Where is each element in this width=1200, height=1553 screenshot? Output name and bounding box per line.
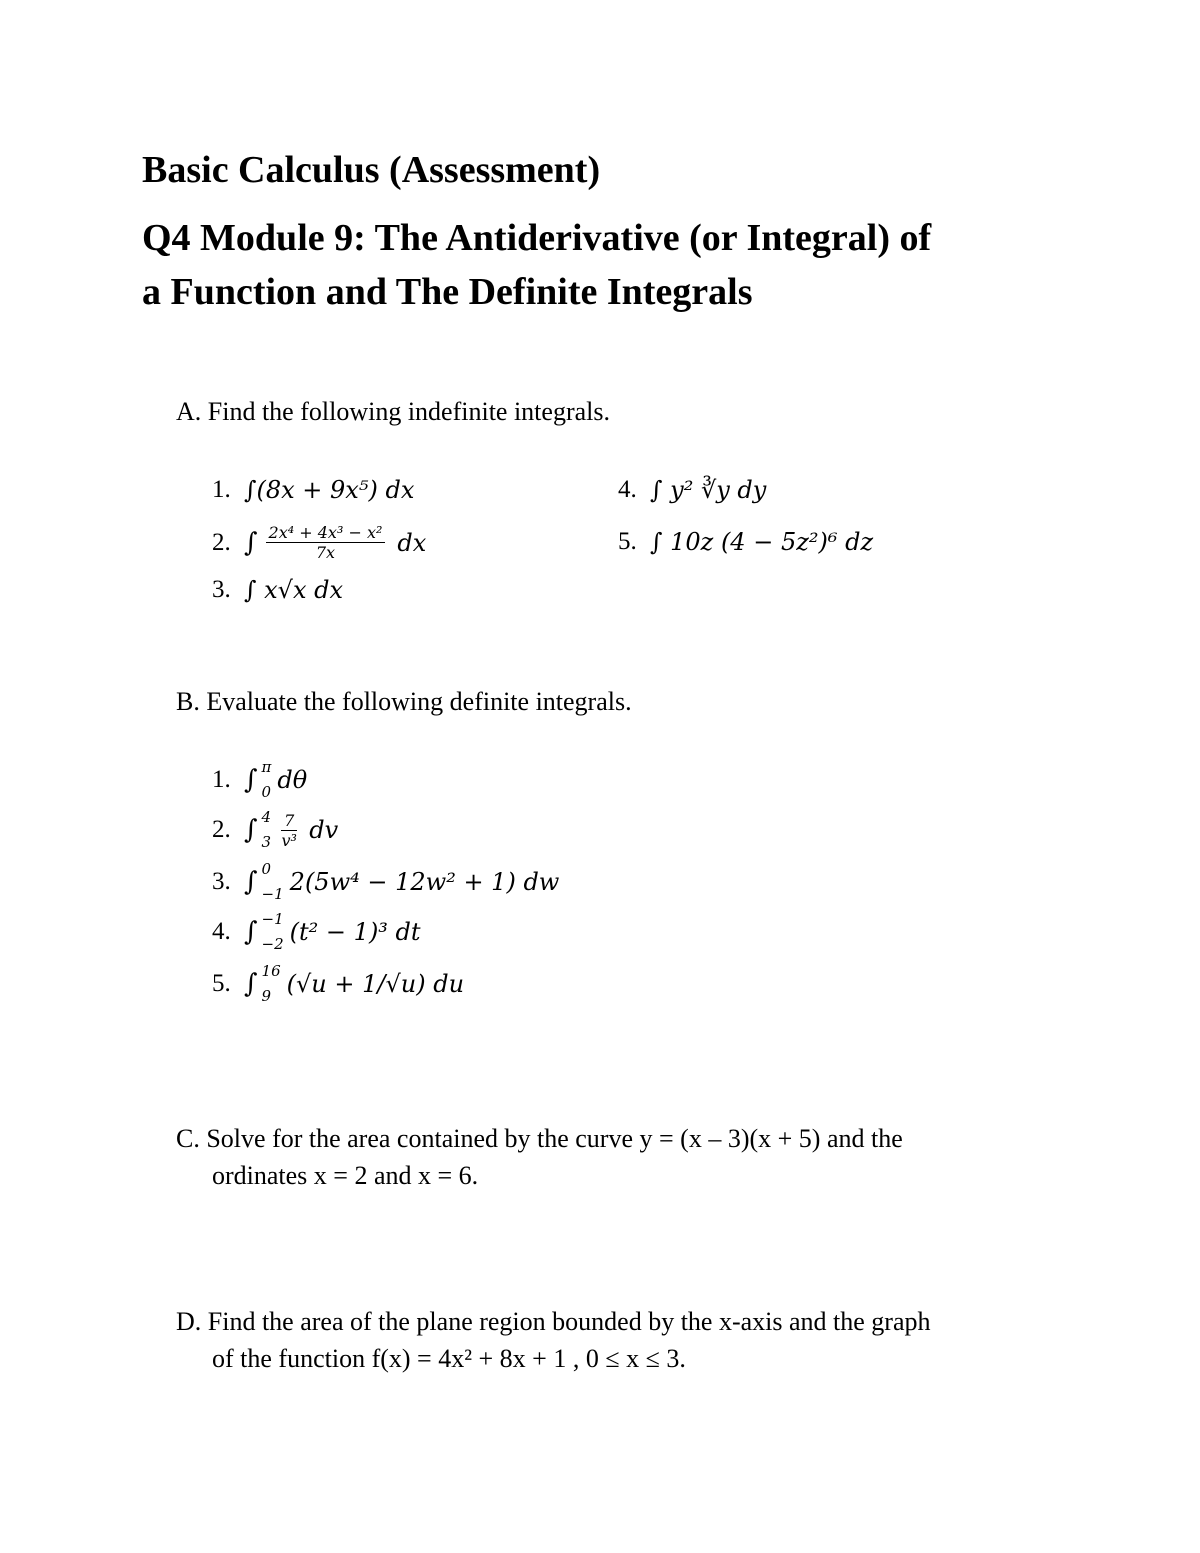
fraction (281, 812, 297, 849)
definite-integral (244, 912, 421, 952)
definite-integral (244, 862, 559, 902)
section-c-line-1: C. Solve for the area contained by the curve y = (x – 3)(x + 5) and the (176, 1124, 903, 1153)
item-number: 1. (212, 476, 231, 503)
fraction-numerator: 7 (281, 812, 297, 831)
section-c-problem (176, 1120, 1076, 1194)
item-number: 4. (212, 918, 231, 945)
section-d-line-2: of the function f(x) = 4x² + 8x + 1 , 0 ≤ x ≤ 3. (212, 1344, 686, 1373)
upper-limit: 0 (261, 860, 272, 878)
module-title-line-1: Q4 Module 9: The Antiderivative (or Integral) of (142, 217, 932, 259)
section-b-item-5 (212, 964, 464, 1004)
integrand: (√u + 1/√u) du (286, 970, 465, 998)
section-a-item-1 (212, 474, 414, 506)
integrand: 2(5w⁴ − 12w² + 1) dw (289, 868, 560, 896)
lower-limit: −1 (261, 885, 284, 903)
differential: dx (397, 528, 427, 557)
lower-limit: 9 (261, 987, 272, 1005)
integral-limits (262, 862, 284, 902)
section-b-item-3 (212, 862, 559, 902)
integrand: dθ (277, 766, 308, 794)
lower-limit: 3 (261, 833, 272, 851)
integral-expression: ∫(8x + 9x⁵) dx (244, 476, 415, 504)
differential: dv (309, 816, 339, 844)
section-d-problem (176, 1303, 1076, 1377)
integral-sign: ∫ (244, 867, 258, 897)
section-b-item-1 (212, 760, 307, 800)
fraction-numerator: 2x⁴ + 4x³ − x² (266, 524, 386, 543)
fraction-denominator: v³ (281, 830, 297, 850)
definite-integral (244, 760, 307, 800)
integral-expression: ∫ y² ∛y dy (650, 476, 767, 504)
module-title-line-2: a Function and The Definite Integrals (142, 271, 753, 313)
item-number: 5. (618, 528, 637, 555)
lower-limit: −2 (261, 935, 284, 953)
document-title: Basic Calculus (Assessment) (142, 149, 601, 191)
section-b-item-2 (212, 810, 338, 850)
integral-expression: ∫ x√x dx (244, 576, 344, 604)
item-number: 2. (212, 528, 231, 556)
section-a-heading: A. Find the following indefinite integrals. (176, 397, 610, 426)
item-number: 3. (212, 868, 231, 895)
item-number: 2. (212, 816, 231, 843)
item-number: 1. (212, 766, 231, 793)
section-a-item-3 (212, 574, 343, 606)
definite-integral (244, 964, 464, 1004)
item-number: 4. (618, 476, 637, 503)
integral-sign: ∫ (244, 815, 258, 845)
integral-sign: ∫ (244, 917, 258, 947)
integral-expression: ∫ 10z (4 − 5z²)⁶ dz (650, 528, 874, 556)
section-d-line-1: D. Find the area of the plane region bounded by the x-axis and the graph (176, 1307, 931, 1336)
item-number: 5. (212, 970, 231, 997)
integral-sign: ∫ (244, 969, 258, 999)
integral-sign: ∫ (244, 527, 258, 558)
upper-limit: 4 (261, 808, 272, 826)
item-number: 3. (212, 576, 231, 603)
integral-limits (262, 810, 272, 850)
section-b-heading: B. Evaluate the following definite integrals. (176, 687, 632, 716)
integral-limits (262, 760, 272, 800)
section-a-item-4 (618, 474, 766, 506)
integral-limits (262, 912, 284, 952)
integral-sign: ∫ (244, 765, 258, 795)
section-c-line-2: ordinates x = 2 and x = 6. (212, 1161, 479, 1190)
integral-expression (244, 524, 426, 561)
lower-limit: 0 (261, 783, 272, 801)
section-a-item-2 (212, 524, 426, 561)
upper-limit: −1 (261, 910, 284, 928)
upper-limit: 16 (261, 962, 281, 980)
fraction-denominator: 7x (315, 543, 336, 562)
integrand: (t² − 1)³ dt (289, 918, 421, 946)
definite-integral (244, 810, 338, 850)
section-a-item-5 (618, 526, 873, 558)
fraction (266, 524, 386, 561)
section-b-item-4 (212, 912, 421, 952)
integral-limits (262, 964, 281, 1004)
upper-limit: π (261, 758, 272, 776)
